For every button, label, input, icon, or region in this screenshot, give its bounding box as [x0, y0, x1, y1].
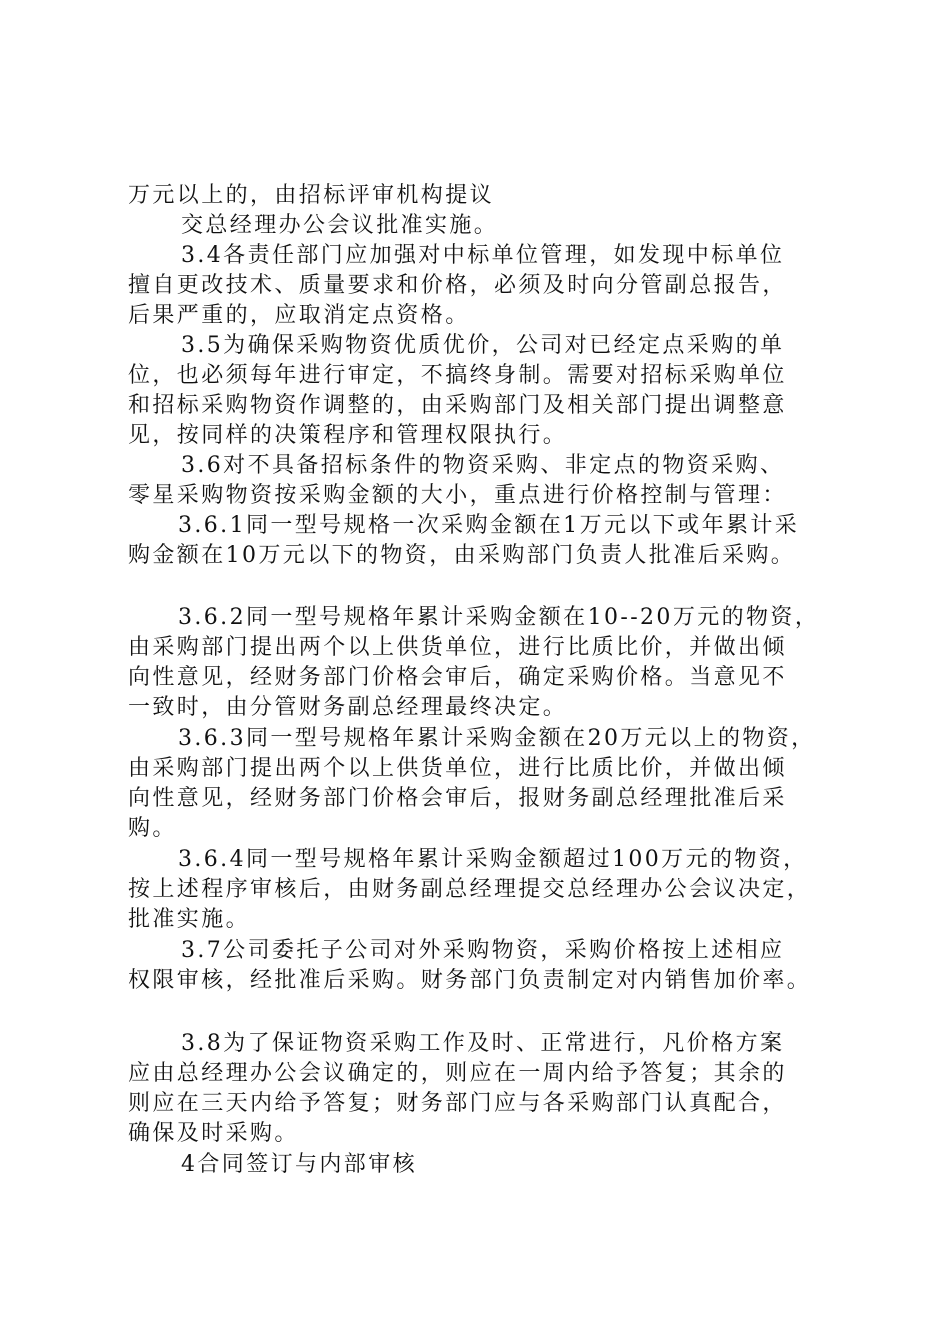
- text-line: 批准实施。: [128, 907, 251, 932]
- text-line: 交总经理办公会议批准实施。: [181, 213, 499, 238]
- text-line: 后果严重的，应取消定点资格。: [128, 303, 470, 328]
- text-line: 擅自更改技术、质量要求和价格，必须及时向分管副总报告，: [128, 273, 787, 298]
- text-line: 3.6.4同一型号规格年累计采购金额超过100万元的物资，: [178, 847, 808, 872]
- text-line: 和招标采购物资作调整的，由采购部门及相关部门提出调整意: [128, 393, 787, 418]
- text-line: 零星采购物资按采购金额的大小，重点进行价格控制与管理：: [128, 483, 787, 508]
- text-line: 确保及时采购。: [128, 1121, 299, 1146]
- text-line: 向性意见，经财务部门价格会审后，确定采购价格。当意见不: [128, 665, 787, 690]
- text-line: 位，也必须每年进行审定，不搞终身制。需要对招标采购单位: [128, 363, 787, 388]
- text-line: 3.5为确保采购物资优质优价，公司对已经定点采购的单: [181, 333, 785, 358]
- text-line: 购。: [128, 816, 177, 841]
- section-heading: 4合同签订与内部审核: [181, 1152, 417, 1177]
- text-line: 3.6.1同一型号规格一次采购金额在1万元以下或年累计采: [178, 513, 800, 538]
- text-line: 3.6.3同一型号规格年累计采购金额在20万元以上的物资，: [178, 726, 816, 751]
- text-line: 3.6.2同一型号规格年累计采购金额在10--20万元的物资，: [178, 605, 820, 630]
- text-line: 由采购部门提出两个以上供货单位，进行比质比价，并做出倾: [128, 756, 787, 781]
- text-line: 3.4各责任部门应加强对中标单位管理，如发现中标单位: [181, 243, 785, 268]
- text-line: 3.7公司委托子公司对外采购物资，采购价格按上述相应: [181, 938, 785, 963]
- text-line: 权限审核，经批准后采购。财务部门负责制定对内销售加价率。: [128, 968, 812, 993]
- text-line: 向性意见，经财务部门价格会审后，报财务副总经理批准后采: [128, 786, 787, 811]
- text-line: 一致时，由分管财务副总经理最终决定。: [128, 695, 568, 720]
- text-line: 3.6对不具备招标条件的物资采购、非定点的物资采购、: [181, 453, 785, 478]
- text-line: 购金额在10万元以下的物资，由采购部门负责人批准后采购。: [128, 543, 796, 568]
- text-line: 由采购部门提出两个以上供货单位，进行比质比价，并做出倾: [128, 635, 787, 660]
- text-line: 万元以上的，由招标评审机构提议: [128, 183, 495, 208]
- text-line: 见，按同样的决策程序和管理权限执行。: [128, 423, 568, 448]
- text-line: 应由总经理办公会议确定的，则应在一周内给予答复；其余的: [128, 1061, 787, 1086]
- text-line: 按上述程序审核后，由财务副总经理提交总经理办公会议决定，: [128, 877, 812, 902]
- text-line: 3.8为了保证物资采购工作及时、正常进行，凡价格方案: [181, 1031, 785, 1056]
- text-line: 则应在三天内给予答复；财务部门应与各采购部门认真配合，: [128, 1091, 787, 1116]
